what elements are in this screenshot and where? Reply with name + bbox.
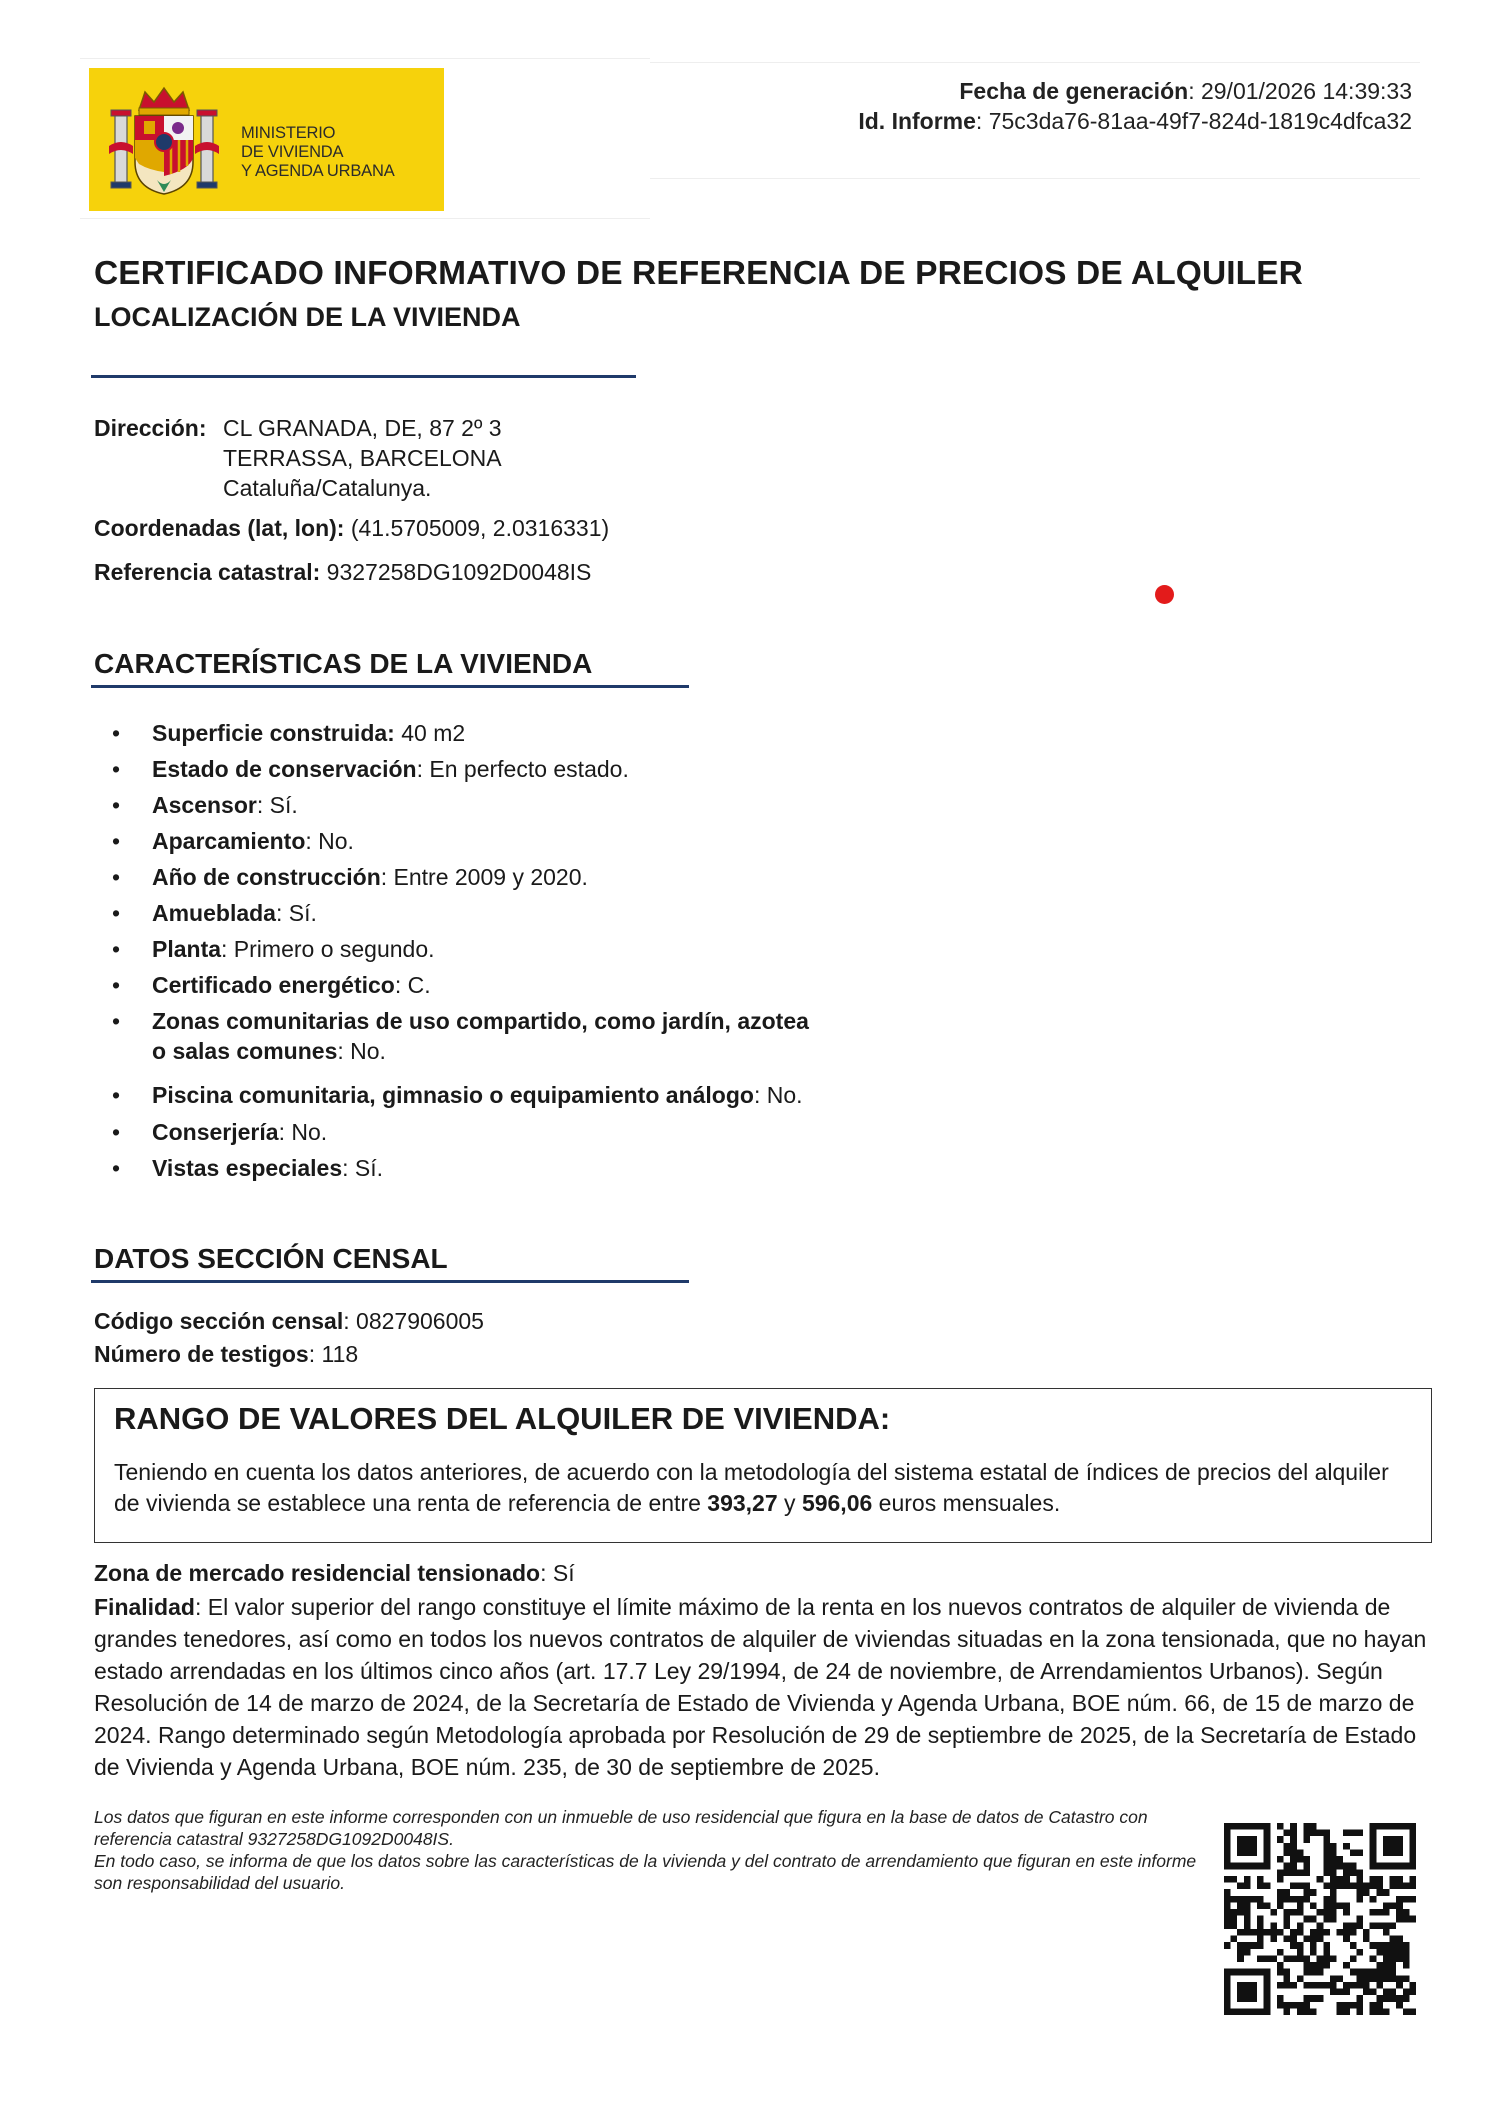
witness-count [94, 1339, 358, 1369]
section-rule [91, 685, 689, 688]
address-line: Cataluña/Catalunya. [223, 475, 432, 501]
census-code [94, 1306, 484, 1336]
footnote-paragraph: Los datos que figuran en este informe corresponden con un inmueble de uso residencial que figura en la base de datos de Catastro con referencia catastral 9327258DG1092D0048IS. [94, 1807, 1148, 1849]
census-code-value: : 0827906005 [343, 1308, 484, 1334]
address-line: CL GRANADA, DE, 87 2º 3 [223, 415, 502, 441]
item-value: : En perfecto estado. [416, 756, 629, 782]
report-id [858, 106, 1412, 136]
item-label: Amueblada [152, 900, 276, 926]
coat-of-arms-icon [109, 84, 219, 196]
witness-count-value: : 118 [308, 1341, 359, 1367]
footnote [94, 1806, 1224, 1894]
logo-line: Y AGENDA URBANA [241, 162, 395, 180]
header-divider [650, 62, 1420, 63]
rent-range-title: RANGO DE VALORES DEL ALQUILER DE VIVIENDA: [114, 1401, 891, 1436]
item-label: Certificado energético [152, 972, 395, 998]
rent-range-text [114, 1457, 1414, 1519]
census-title: DATOS SECCIÓN CENSAL [94, 1243, 448, 1274]
address-label: Dirección: [94, 415, 207, 441]
bullet-icon: • [112, 972, 121, 998]
section-rule [91, 375, 636, 378]
item-label: Zonas comunitarias de uso compartido, como jardín, azotea [152, 1008, 809, 1034]
item-label: Planta [152, 936, 222, 962]
bullet-icon: • [112, 1119, 121, 1145]
logo-line: MINISTERIO [241, 124, 336, 142]
bullet-icon: • [112, 756, 121, 782]
bullet-icon: • [112, 720, 121, 746]
bullet-icon: • [112, 1008, 121, 1034]
rent-min-value: 393,27 [707, 1490, 778, 1516]
item-label: Vistas especiales [152, 1155, 343, 1181]
item-value: : Sí. [256, 792, 298, 818]
purpose-label: Finalidad [94, 1594, 195, 1620]
characteristics-title: CARACTERÍSTICAS DE LA VIVIENDA [94, 648, 593, 679]
bullet-icon: • [112, 828, 121, 854]
bullet-icon: • [112, 1082, 121, 1108]
ministry-name [241, 124, 395, 181]
logo-line: DE VIVIENDA [241, 143, 344, 161]
item-value: : Entre 2009 y 2020. [380, 864, 588, 890]
census-code-label: Código sección censal [94, 1308, 344, 1334]
item-value: : Sí. [342, 1155, 384, 1181]
header-divider [80, 58, 650, 59]
bullet-icon: • [112, 792, 121, 818]
rent-range-suffix: euros mensuales. [872, 1490, 1061, 1516]
stressed-zone [94, 1558, 575, 1588]
item-label: o salas comunes [152, 1038, 338, 1064]
item-label: Piscina comunitaria, gimnasio o equipamiento análogo [152, 1082, 754, 1108]
rent-max-value: 596,06 [801, 1490, 873, 1516]
item-label: Aparcamiento [152, 828, 306, 854]
bullet-icon: • [112, 900, 121, 926]
qr-code-icon[interactable] [1224, 1823, 1416, 2015]
section-rule [91, 1280, 689, 1283]
cadastral-value: 9327258DG1092D0048IS [320, 559, 592, 585]
coordinates-label: Coordenadas (lat, lon): [94, 515, 345, 541]
stressed-zone-label: Zona de mercado residencial tensionado [94, 1560, 541, 1586]
bullet-icon: • [112, 864, 121, 890]
item-label: Ascensor [152, 792, 257, 818]
coordinates-value: (41.5705009, 2.0316331) [344, 515, 610, 541]
item-label: Superficie construida: [152, 720, 395, 746]
cadastral-reference [94, 557, 591, 587]
map-marker-icon [1155, 585, 1174, 604]
rent-range-box [94, 1388, 1432, 1543]
location-section-title: LOCALIZACIÓN DE LA VIVIENDA [94, 302, 521, 332]
address-line: TERRASSA, BARCELONA [223, 445, 502, 471]
stressed-zone-value: : Sí [540, 1560, 575, 1586]
item-label: Año de construcción [152, 864, 381, 890]
address [223, 413, 502, 503]
generation-date [858, 76, 1412, 106]
rent-range-intro: Teniendo en cuenta los datos anteriores, de acuerdo con la metodología del sistema estatal de índices de precios del alquiler de vivienda se establece una renta de referencia de entre [114, 1459, 1389, 1516]
item-value: : No. [305, 828, 354, 854]
header-divider [650, 178, 1420, 179]
report-id-value: : 75c3da76-81aa-49f7-824d-1819c4dfca32 [975, 108, 1412, 134]
item-label: Estado de conservación [152, 756, 417, 782]
witness-count-label: Número de testigos [94, 1341, 309, 1367]
item-value: : No. [278, 1119, 328, 1145]
purpose-paragraph [94, 1591, 1434, 1783]
bullet-icon: • [112, 1155, 121, 1181]
item-value: : No. [337, 1038, 386, 1064]
item-value: : Sí. [275, 900, 317, 926]
rent-range-joiner: y [777, 1490, 802, 1516]
item-value: 40 m2 [394, 720, 466, 746]
item-value: : No. [753, 1082, 803, 1108]
item-label: Conserjería [152, 1119, 279, 1145]
ministry-logo [89, 68, 444, 211]
purpose-text: : El valor superior del rango constituye el límite máximo de la renta en los nuevos contratos de alquiler de vivienda de grandes tenedores, así como en todos los nuevos contratos de alquiler de viviendas situadas en la zona tensionada, que no hayan estado arrendadas en los últimos cinco años (art. 17.7 Ley 29/1994, de 24 de noviembre, de Arrendamientos Urbanos). Según Resolución de 14 de marzo de 2024, de la Secretaría de Estado de Vivienda y Agenda Urbana, BOE núm. 66, de 15 de marzo de 2024. Rango determinado según Metodología aprobada por Resolución de 29 de septiembre de 2025, de la Secretaría de Estado de Vivienda y Agenda Urbana, BOE núm. 235, de 30 de septiembre de 2025. [94, 1594, 1427, 1780]
document-title: CERTIFICADO INFORMATIVO DE REFERENCIA DE PRECIOS DE ALQUILER [94, 255, 1303, 292]
generation-date-label: Fecha de generación [959, 78, 1189, 104]
bullet-icon: • [112, 936, 121, 962]
report-id-label: Id. Informe [858, 108, 976, 134]
header-divider [80, 218, 650, 219]
cadastral-label: Referencia catastral: [94, 559, 321, 585]
coordinates [94, 513, 609, 543]
item-value: : Primero o segundo. [221, 936, 435, 962]
item-value: : C. [394, 972, 431, 998]
footnote-paragraph: En todo caso, se informa de que los datos sobre las características de la vivienda y del contrato de arrendamiento que figuran en este informe son responsabilidad del usuario. [94, 1851, 1197, 1893]
generation-date-value: : 29/01/2026 14:39:33 [1188, 78, 1412, 104]
report-meta [858, 76, 1412, 136]
